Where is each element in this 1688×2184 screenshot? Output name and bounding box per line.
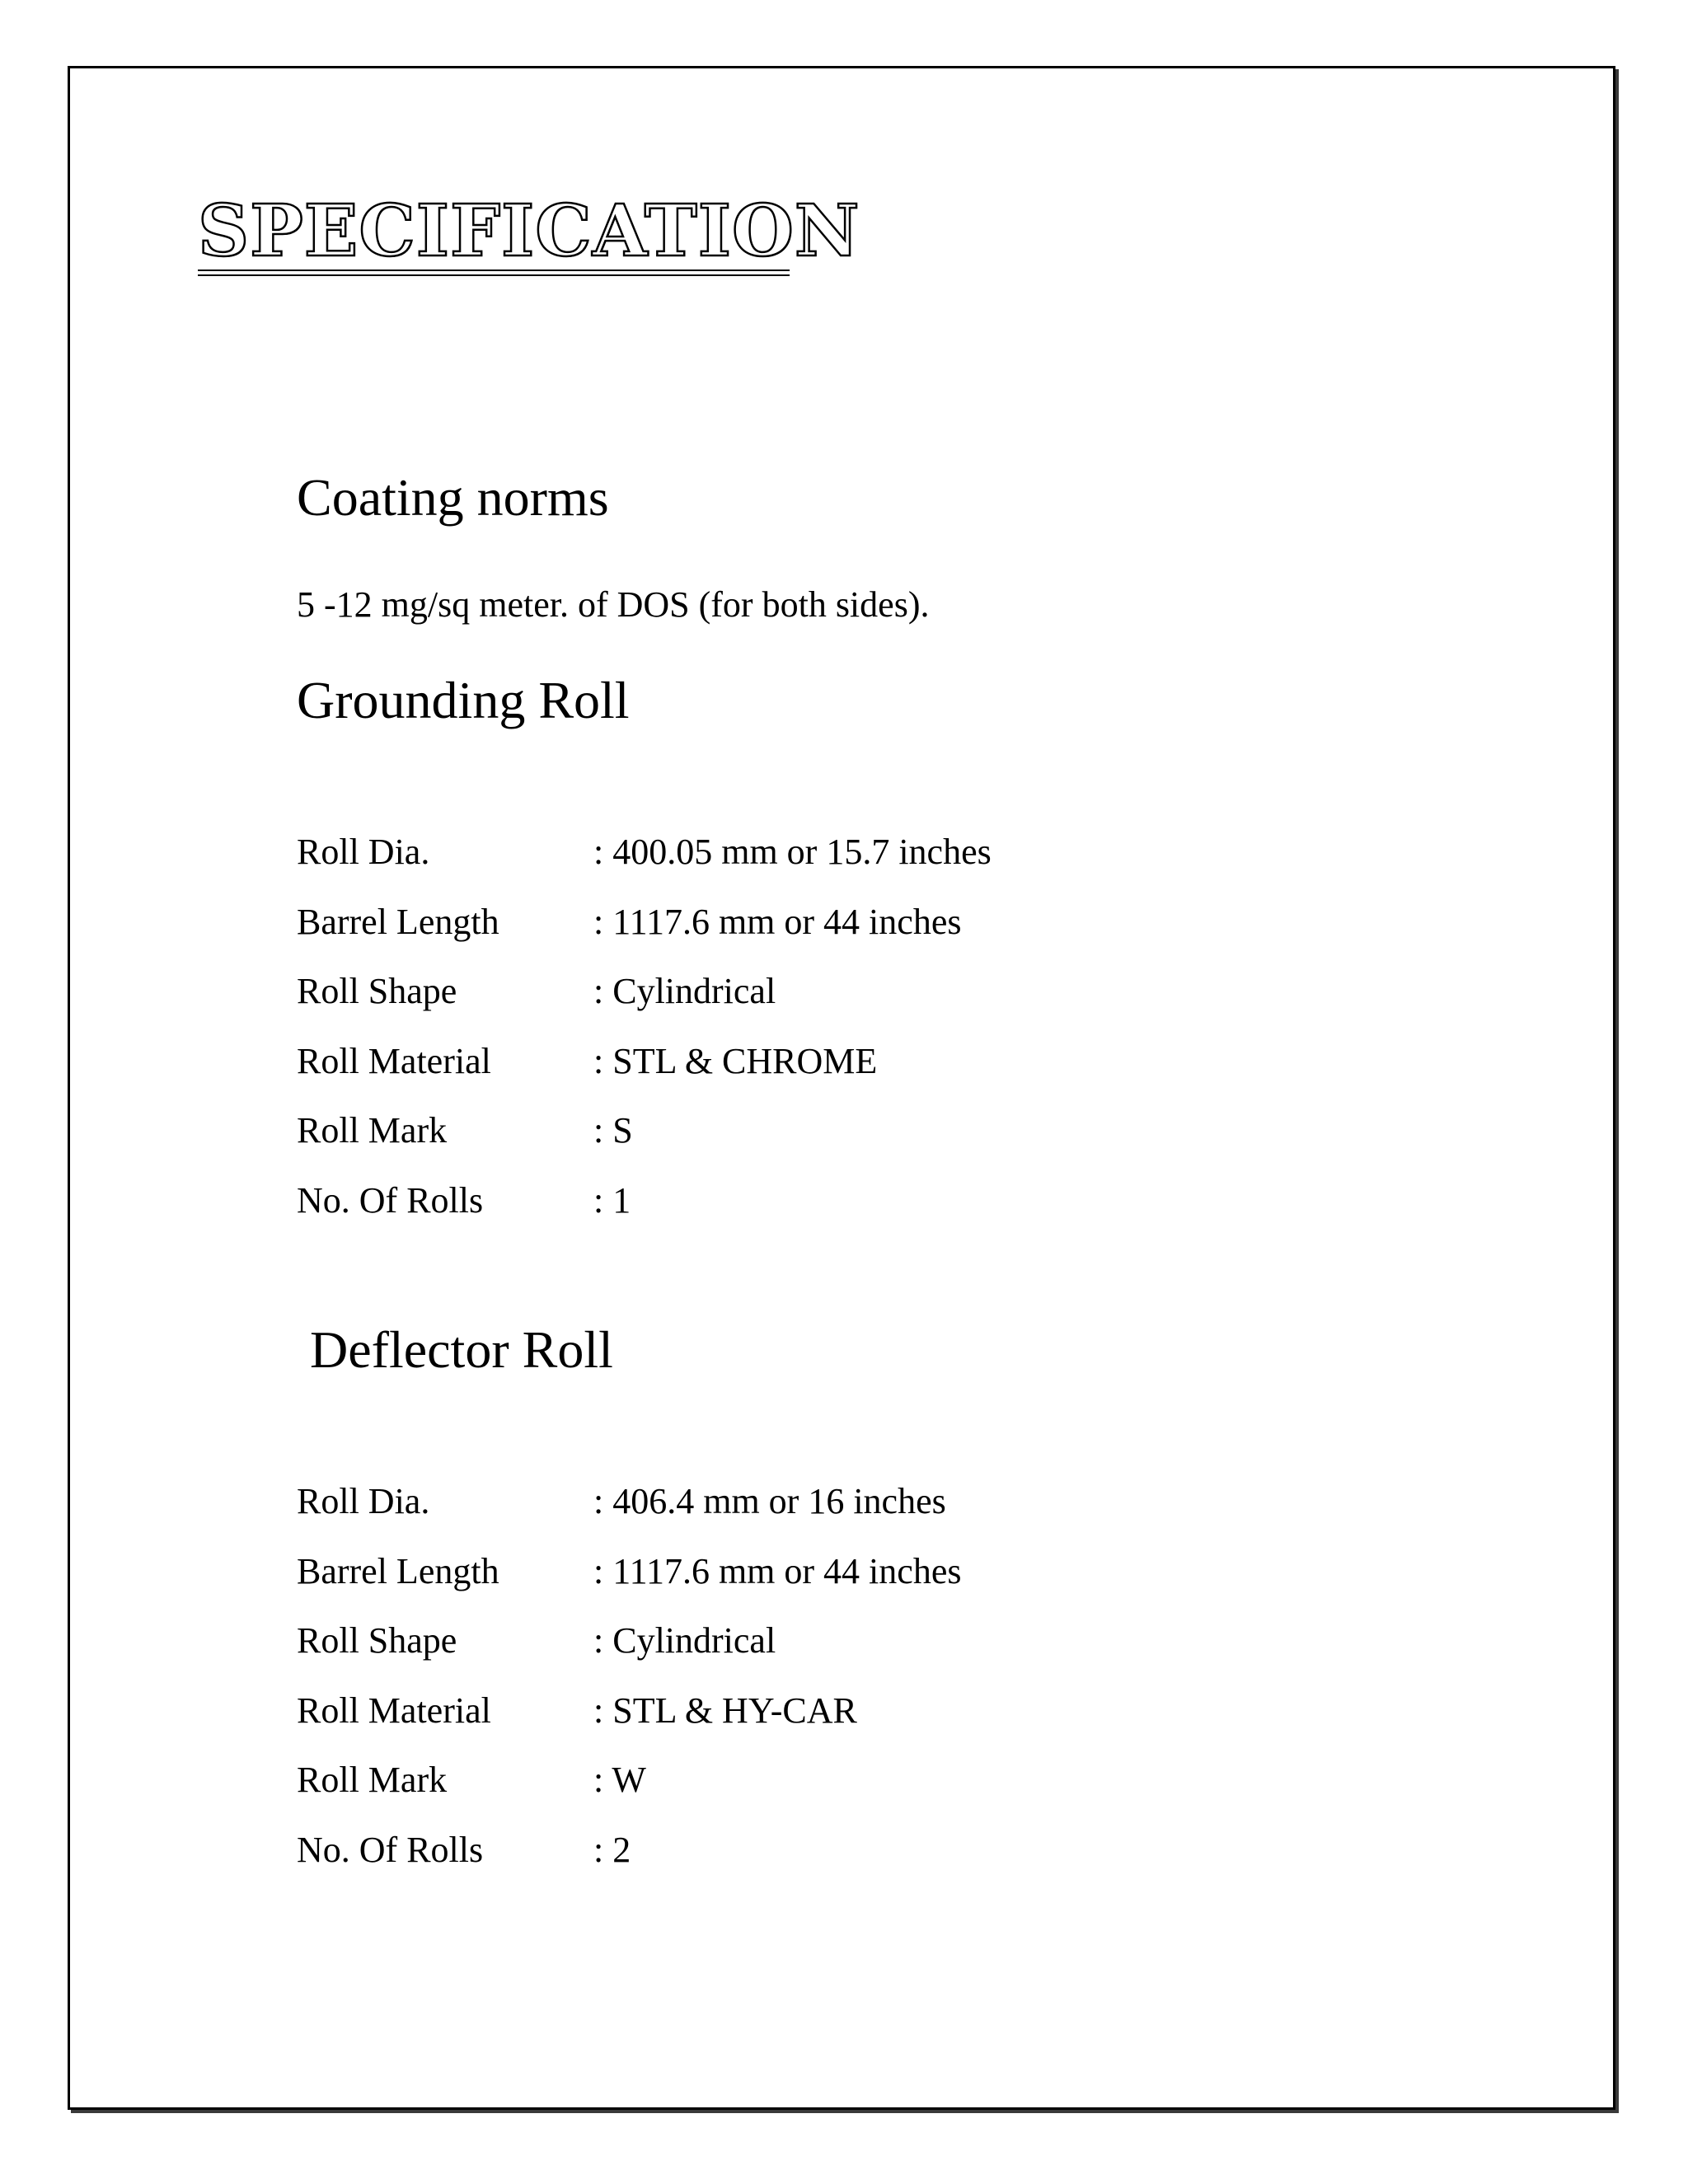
spec-value: : 1117.6 mm or 44 inches [593, 901, 962, 942]
spec-row-roll-shape [297, 973, 992, 1043]
spec-value: : 1117.6 mm or 44 inches [593, 1550, 962, 1591]
spec-label: No. Of Rolls [297, 1829, 484, 1870]
grounding-roll-heading: Grounding Roll [297, 671, 630, 729]
spec-row-barrel-length [297, 901, 992, 974]
spec-row-barrel-length [297, 1550, 962, 1624]
spec-label: Roll Mark [297, 1110, 448, 1151]
spec-row-roll-shape [297, 1620, 961, 1693]
spec-label: Roll Shape [297, 971, 457, 1011]
spec-value: : Cylindrical [593, 971, 776, 1011]
spec-value: : Cylindrical [593, 1620, 776, 1661]
spec-value: : 2 [593, 1829, 631, 1870]
grounding-roll-spec-table [297, 834, 992, 1252]
deflector-roll-spec-table [297, 1483, 961, 1901]
spec-value: : 400.05 mm or 15.7 inches [593, 832, 992, 872]
deflector-roll-heading: Deflector Roll [310, 1320, 613, 1379]
spec-label: No. Of Rolls [297, 1179, 484, 1221]
spec-value: : 1 [593, 1179, 631, 1221]
spec-row-roll-mark [297, 1762, 961, 1832]
spec-label: Barrel Length [297, 1550, 499, 1591]
spec-label: Roll Dia. [297, 832, 430, 872]
spec-label: Barrel Length [297, 901, 499, 942]
spec-row-roll-material [297, 1690, 961, 1763]
spec-value: : STL & CHROME [593, 1040, 878, 1081]
title-underline [198, 269, 790, 276]
spec-label: Roll Material [297, 1040, 491, 1081]
spec-row-roll-material [297, 1040, 992, 1113]
spec-value: : 406.4 mm or 16 inches [593, 1481, 946, 1521]
spec-value: : S [593, 1110, 633, 1151]
spec-row-roll-dia [297, 1483, 961, 1554]
spec-value: : STL & HY-CAR [593, 1690, 857, 1731]
coating-norms-text: 5 -12 mg/sq meter. of DOS (for both sides). [297, 584, 930, 625]
spec-row-no-of-rolls [297, 1179, 992, 1253]
spec-row-roll-mark [297, 1110, 992, 1183]
spec-label: Roll Shape [297, 1620, 457, 1661]
spec-label: Roll Dia. [297, 1481, 430, 1521]
coating-norms-heading: Coating norms [297, 468, 609, 527]
spec-value: : W [593, 1760, 646, 1800]
spec-row-roll-dia [297, 834, 992, 904]
spec-label: Roll Mark [297, 1760, 448, 1800]
spec-label: Roll Material [297, 1690, 491, 1731]
spec-row-no-of-rolls [297, 1829, 961, 1902]
document-title: SPECIFICATION [198, 190, 860, 273]
